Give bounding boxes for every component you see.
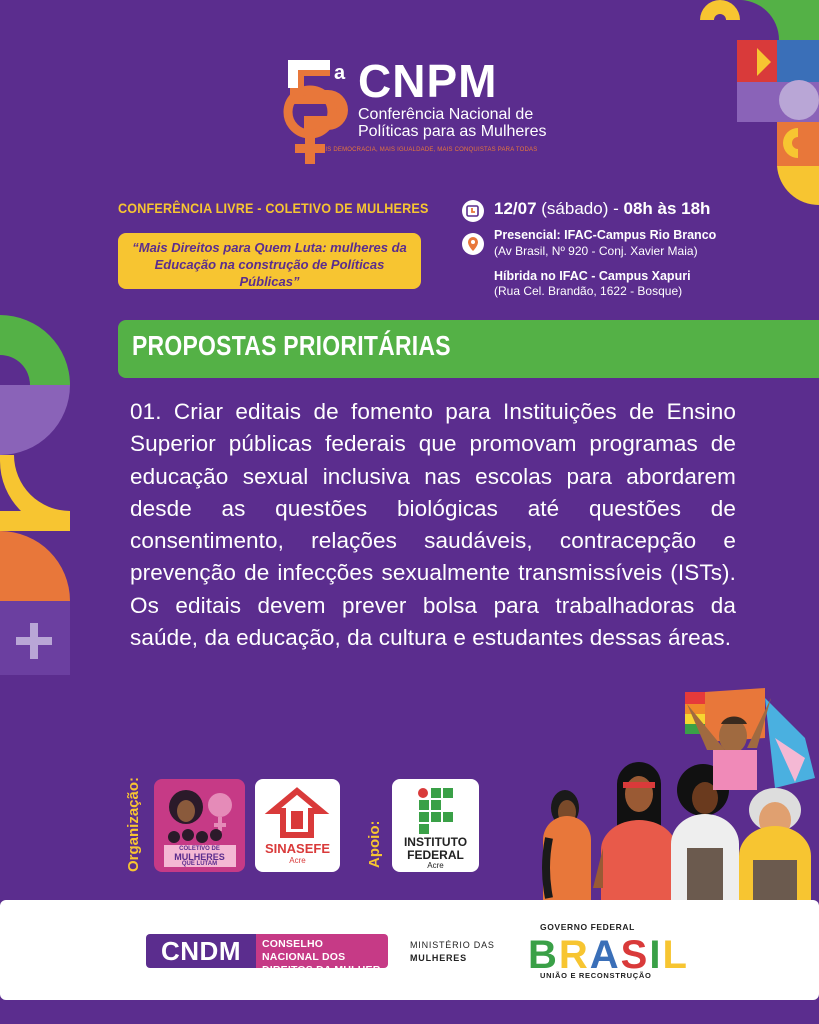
calendar-icon <box>461 199 485 223</box>
location2-title: Híbrida no IFAC - Campus Xapuri <box>494 269 691 283</box>
left-decoration <box>0 315 70 675</box>
cndm-logo: CNDM <box>146 934 256 968</box>
time-value: 08h às 18h <box>623 199 711 218</box>
organizers-label: Organização: <box>125 776 142 872</box>
sinasefe-logo <box>255 779 340 872</box>
theme-box <box>118 233 421 289</box>
date-weekday: (sábado) - <box>536 199 624 218</box>
conference-label: CONFERÊNCIA LIVRE - COLETIVO DE MULHERES <box>118 200 429 216</box>
sinasefe-name: SINASEFE <box>264 841 330 856</box>
date-value: 12/07 <box>494 199 537 218</box>
brasil-letter: S <box>620 933 650 977</box>
cndm-desc-line2: DIREITOS DA MULHER <box>262 964 381 976</box>
ministry-logo <box>410 939 495 965</box>
logo-subtitle-line2: Políticas para as Mulheres <box>358 123 547 140</box>
ifac-logo <box>392 779 479 872</box>
brasil-letter: L <box>662 933 689 977</box>
ifac-line2: FEDERAL <box>407 848 464 862</box>
coletivo-logo <box>154 779 245 872</box>
coletivo-line2: MULHERES <box>174 852 225 862</box>
logo-title: CNPM <box>358 55 498 107</box>
ifac-sub: Acre <box>427 861 444 870</box>
brasil-letter: R <box>558 933 590 977</box>
ministry-line1: MINISTÉRIO DAS <box>410 940 495 950</box>
proposal-text: 01. Criar editais de fomento para Instituições de Ensino Superior públicas federais que promovam programas de educação sexual inclusiva nas escolas para abordarem desde as questões biológicas até questões de consentimento, relações saudáveis, contracepção e prevenção de infecções sexualmente transmissíveis (ISTs). Os editais devem prever bolsa para trabalhadoras da saúde, da educação, da cultura e estudantes dessas áreas. <box>130 399 736 651</box>
cndm-desc-line1: CONSELHO NACIONAL DOS <box>262 938 346 963</box>
brasil-letter: A <box>589 933 621 977</box>
sinasefe-sub: Acre <box>289 856 306 865</box>
brasil-letter: B <box>528 933 559 977</box>
cndm-description <box>256 934 388 976</box>
logo-tagline: MAIS DEMOCRACIA, MAIS IGUALDADE, MAIS CONQUISTAS PARA TODAS <box>316 147 538 153</box>
sinasefe-emblem <box>255 785 340 845</box>
location1-title: Presencial: IFAC-Campus Rio Branco <box>494 228 717 242</box>
cnpm-logo <box>282 56 552 166</box>
location2-address: (Rua Cel. Brandão, 1622 - Bosque) <box>494 284 683 298</box>
event-date <box>494 199 710 219</box>
ifac-emblem <box>392 785 479 835</box>
section-title: PROPOSTAS PRIORITÁRIAS <box>132 330 451 361</box>
logo-superscript: a <box>334 62 346 84</box>
coletivo-line3: QUE LUTAM <box>181 861 218 867</box>
ifac-line1: INSTITUTO <box>403 835 468 849</box>
top-right-decoration <box>695 0 819 205</box>
coletivo-line1: COLETIVO DE <box>179 846 220 852</box>
support-label: Apoio: <box>366 820 383 868</box>
gov-slogan: UNIÃO E RECONSTRUÇÃO <box>540 971 652 980</box>
location1-address: (Av Brasil, Nº 920 - Conj. Xavier Maia) <box>494 244 698 258</box>
brasil-letter: I <box>649 933 663 977</box>
gov-federal-label: GOVERNO FEDERAL <box>540 922 635 932</box>
ministry-line2: MULHERES <box>410 953 467 963</box>
location-pin-icon <box>461 232 485 260</box>
logo-subtitle-line1: Conferência Nacional de <box>358 106 534 123</box>
women-illustration <box>535 688 819 900</box>
theme-text: “Mais Direitos para Quem Luta: mulheres da Educação na construção de Políticas Públicas” <box>132 240 407 289</box>
